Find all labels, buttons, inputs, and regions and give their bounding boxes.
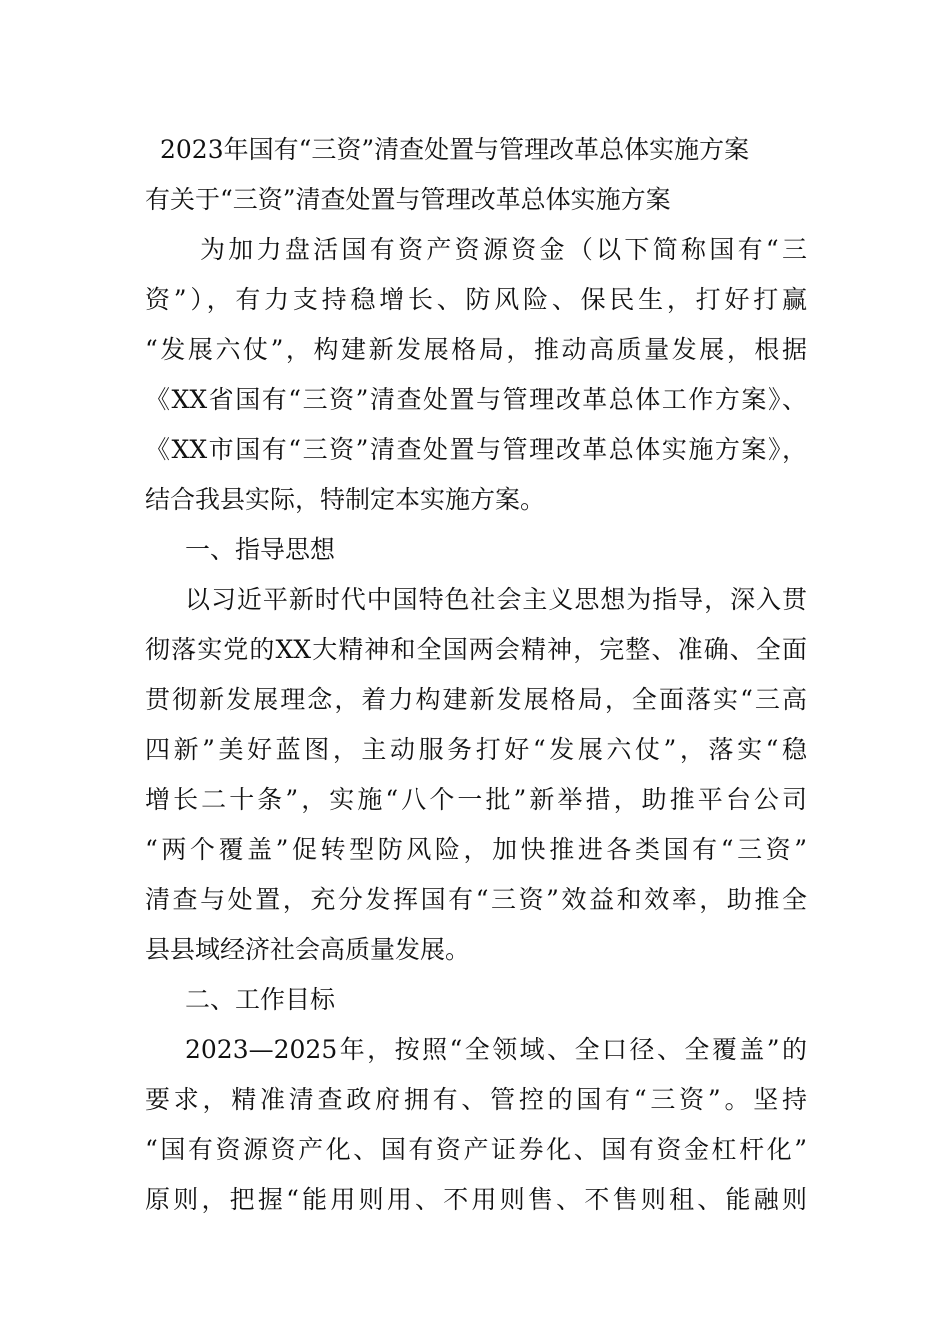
paragraph-line: 以习近平新时代中国特色社会主义思想为指导，深入贯 — [185, 585, 807, 614]
document-subtitle: 有关于“三资”清查处置与管理改革总体实施方案 — [145, 185, 671, 214]
paragraph-line: “两个覆盖”促转型防风险，加快推进各类国有“三资” — [145, 835, 807, 864]
paragraph-line: 县县域经济社会高质量发展。 — [145, 935, 471, 964]
paragraph-line: 要求，精准清查政府拥有、管控的国有“三资”。坚持 — [145, 1085, 807, 1114]
paragraph-line: 《XX省国有“三资”清查处置与管理改革总体工作方案》、 — [145, 385, 807, 414]
paragraph-line: 为加力盘活国有资产资源资金（以下简称国有“三 — [200, 235, 807, 264]
paragraph-line: 清查与处置，充分发挥国有“三资”效益和效率，助推全 — [145, 885, 807, 914]
paragraph-line: “国有资源资产化、国有资产证券化、国有资金杠杆化” — [145, 1135, 807, 1164]
section-heading: 一、指导思想 — [185, 535, 336, 564]
paragraph-line: 增长二十条”，实施“八个一批”新举措，助推平台公司 — [145, 785, 807, 814]
paragraph-line: 贯彻新发展理念，着力构建新发展格局，全面落实“三高 — [145, 685, 807, 714]
paragraph-line: 四新”美好蓝图，主动服务打好“发展六仗”，落实“稳 — [145, 735, 807, 764]
paragraph-line: 原则，把握“能用则用、不用则售、不售则租、能融则 — [145, 1185, 807, 1214]
paragraph-line: 彻落实党的XX大精神和全国两会精神，完整、准确、全面 — [145, 635, 807, 664]
paragraph-line: 资”），有力支持稳增长、防风险、保民生，打好打赢 — [145, 285, 807, 314]
document-title: 2023年国有“三资”清查处置与管理改革总体实施方案 — [160, 135, 750, 164]
paragraph-line: 2023—2025年，按照“全领域、全口径、全覆盖”的 — [185, 1035, 807, 1064]
paragraph-line: 结合我县实际，特制定本实施方案。 — [145, 485, 546, 514]
paragraph-line: “发展六仗”，构建新发展格局，推动高质量发展，根据 — [145, 335, 807, 364]
paragraph-line: 《XX市国有“三资”清查处置与管理改革总体实施方案》， — [145, 435, 807, 464]
section-heading: 二、工作目标 — [185, 985, 336, 1014]
